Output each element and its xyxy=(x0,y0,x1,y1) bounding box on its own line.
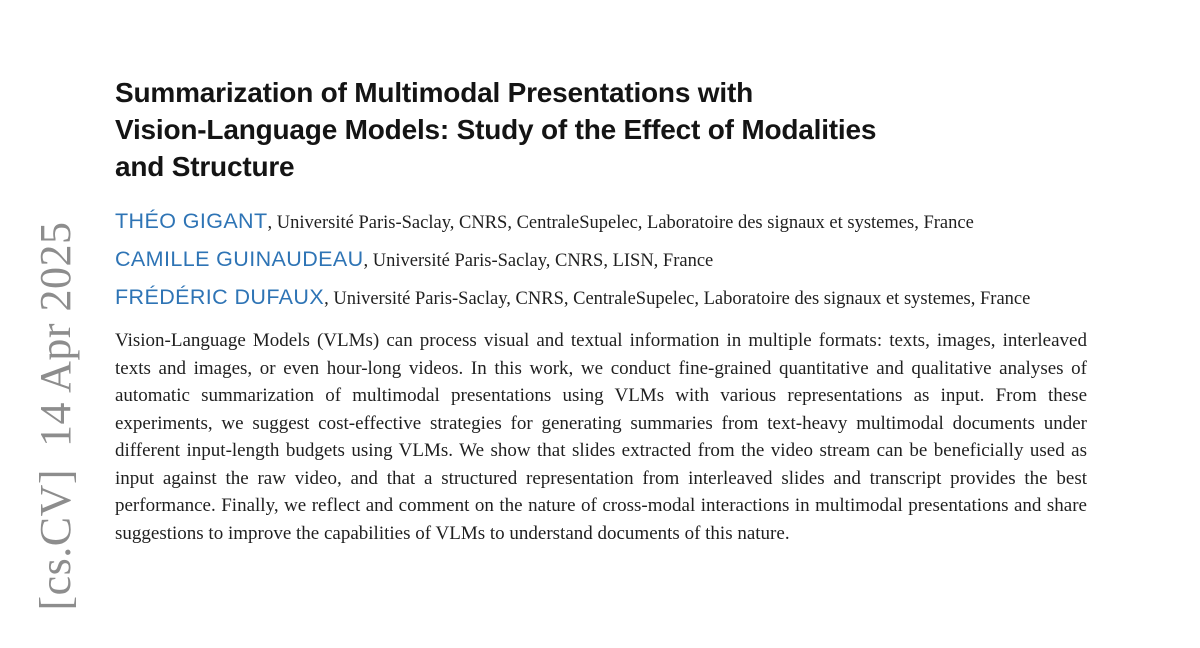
author-affiliation: , Université Paris-Saclay, CNRS, CentraleSupelec, Laboratoire des signaux et systemes, France xyxy=(324,289,1031,309)
author-name: CAMILLE GUINAUDEAU xyxy=(115,247,364,271)
title-line-2: Vision-Language Models: Study of the Effect of Modalities xyxy=(115,114,877,145)
author-name: FRÉDÉRIC DUFAUX xyxy=(115,285,325,309)
author-name: THÉO GIGANT xyxy=(115,209,268,233)
arxiv-date-label: 14 Apr 2025 xyxy=(31,221,80,447)
paper-content xyxy=(115,74,1087,547)
author-row xyxy=(115,281,1087,315)
title-line-1: Summarization of Multimodal Presentations with xyxy=(115,77,753,108)
arxiv-category-label: [cs.CV] xyxy=(31,468,80,611)
abstract-text: Vision-Language Models (VLMs) can process visual and textual information in multiple formats: texts, images, interleaved texts and images, or even hour-long videos. In this work, we conduct fine-grained quantitative and qualitative analyses of automatic summarization of multimodal presentations using VLMs with various representations as input. From these experiments, we suggest cost-effective strategies for generating summaries from text-heavy multimodal documents under different input-length budgets using VLMs. We show that slides extracted from the video stream can be beneficially used as input against the raw video, and that a structured representation from interleaved slides and transcript provides the best performance. Finally, we reflect and comment on the nature of cross-modal interactions in multimodal presentations and share suggestions to improve the capabilities of VLMs to understand documents of this nature. xyxy=(115,330,1087,544)
author-affiliation: , Université Paris-Saclay, CNRS, CentraleSupelec, Laboratoire des signaux et systemes, France xyxy=(267,213,974,233)
author-list xyxy=(115,205,1087,315)
author-row xyxy=(115,243,1087,277)
author-row xyxy=(115,205,1087,239)
page-title xyxy=(115,74,1087,185)
author-affiliation: , Université Paris-Saclay, CNRS, LISN, France xyxy=(363,251,714,271)
title-line-3: and Structure xyxy=(115,151,295,182)
arxiv-watermark xyxy=(30,206,84,626)
